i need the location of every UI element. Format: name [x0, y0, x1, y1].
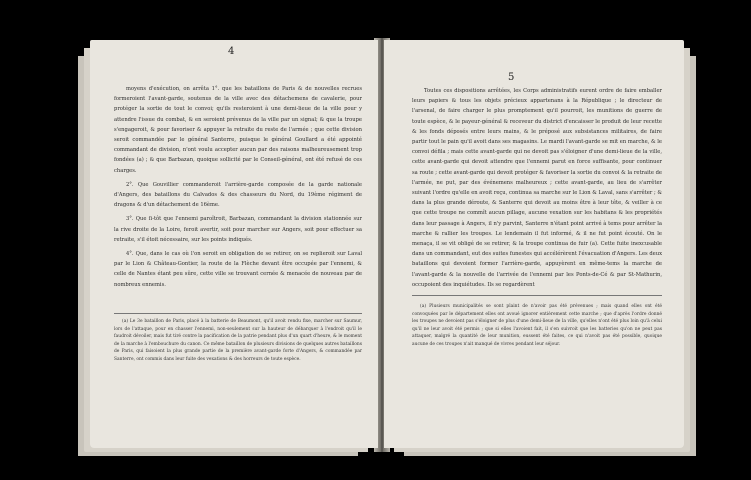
right-page: [384, 40, 684, 448]
left-page: [90, 40, 378, 448]
footnote: (a) Le 3e bataillon de Paris, placé à la batterie de Beaumont, qu'il avoit rendu fixe, marcher sur Saumur, lors de l'attaque, pour en chasser l'ennemi, non-seulement sur la hauteur de débarquer à l'endroit qu'il le faudroit dévoiler, mais fut tiré contre la pacification de la patrie pendant plus d'un quart d'heure, & le moment de la marche à l'embouchure du canon. Ce même bataillon de plusieurs divisions de quelques autres bataillons de Paris, qui faisoient la plus grande partie de la première avant-garde forte d'Angers, & commandée par Santerre, ont commis dans leur fuite des vexations & des horreurs de toute espèce.: [114, 319, 362, 362]
paragraph: Toutes ces dispositions arrêtées, les Corps administratifs eurent ordre de faire emballer leurs papiers & tous les objets précieux appartenans à la République ; le directeur de l'arsenal, de faire charger le plus promptement qu'il pourroit, les munitions de guerre de toute espèce, & le payeur-général & receveur du district d'encaisser le produit de leur recette & les fonds déposés entre leurs mains, & le préposé aux subsistances militaires, de faire partir tout le pain qu'il avoit dans ses magasins. Le mardi l'avant-garde se mit en marche, & le convoi défila ; mais cette avant-garde qui ne devoit pas s'éloigner d'une demi-lieue de la ville, cette avant-garde qui devoit attendre que l'ennemi parut en force suffisante, pour continuer sa route ; cette avant-garde qui devoit protéger & favoriser la sortie du convoi & la retraite de l'armée, ne put, par des événemens malheureux ; cette avant-garde, au lieu de s'arrêter suivant l'ordre qu'elle en avoit reçu, continua sa marche sur le Lion & Laval, sans s'arrêter ; & dans la plus grande déroute, & Santerre qui devoit au moins être à leur tête, & veiller à ce que cette troupe ne commît aucun pillage, aucune vexation sur les habitans & les propriétés dans leur passage à Angers, il n'y parvint, Santerre n'étant point arrivé à tems pour arrêter la marche & rallier les troupes. Le lendemain il fut informé, & il ne fut point écouté. On le menaça, il se vit obligé de se retirer, & la troupe continua de fuir (a). Cette fuite inexcusable dans un commandant, eut des suites funestes qui accélérèrent l'évacuation d'Angers. Les deux bataillons qui devoient former l'arrière-garde, appuyèrent en même-tems la marche de l'avant-garde & la nouvelle de l'arrivée de l'ennemi par les Ponts-de-Cé & par St-Mathurin, occupoient des inquiétudes. Ils se regardèrent: [412, 88, 662, 288]
footnote-divider: [114, 313, 362, 314]
footnotes: [412, 303, 662, 349]
paragraph: 3°. Que ſi-tôt que l'ennemi paroîtroit, Barbazan, commandant la division stationnée sur la rive droite de la Loire, feroit avertir, soit pour marcher sur Angers, soit pour effectuer sa retraite, s'il étoit nécessaire, sur les points indiqués.: [114, 216, 362, 243]
page-number: 5: [508, 72, 515, 83]
footnote-divider: [412, 295, 662, 296]
paragraph: 2°. Que Gouvillier commanderoit l'arrière-garde composée de la garde nationale d'Angers, des bataillons du Calvados & des chasseurs du Nord, du 19ème régiment de dragons & d'un détachement de 16ème.: [114, 181, 362, 209]
footnotes: [114, 318, 362, 364]
footnote: (a) Plusieurs municipalités se sont plaint de n'avoir pas été prévenues ; mais quand elles ont été convoquées par le département elles ont avoué ignorer entièrement cette marche ; que d'après l'ordre donné les troupes ne devoient pas s'éloigner de plus d'une demi-lieue de la ville, qu'elles n'ont été plus loin qu'à celui qu'il ne leur avoit été permis ; que si elles l'avoient fait, il s'en suivroit que les batteries qu'on ne peut pas attaquer, malgré la quantité de leur munition, eussent été faites, ce qui n'avoit pas été possible, quoique aucune de ces troupes n'ait manqué de vivres pendant leur séjour.: [412, 304, 662, 347]
body-text: [114, 84, 362, 294]
body-text: [412, 86, 662, 294]
page-number: 4: [228, 46, 235, 57]
paragraph: 4°. Que, dans le cas où l'on seroit en obligation de se retirer, on se replieroit sur Laval par le Lion & Château-Gontier, la route de la Flèche devant être occupée par l'ennemi, & celle de Nantes étant peu sûre, cette ville se trouvant cernée & menacée de nouveau par de nombreux ennemis.: [114, 251, 362, 288]
paragraph: moyens d'exécution, on arrêta 1°. que les bataillons de Paris & de nouvelles recrues formeroient l'avant-garde, soutenus de la ville avec des détachemens de cavalerie, pour protéger la sortie de tout le convoi; qu'ils resteroient à une demi-lieue de la ville pour y attendre l'issue du combat, & en seroient prévenus de la ville par un signal; & que la troupe s'engageroit, & pour favoriser & appuyer la retraite du reste de l'armée ; que cette division seroit commandée par le général Santerre, puisque le général Goullard a été appointé commandant de division, n'ont voulu accepter aucun par des raisons malheureusement trop fondées (a) ; & que Barbazan, quoique sollicité par le Conseil-général, ont été refusé de ces charges.: [114, 86, 362, 174]
